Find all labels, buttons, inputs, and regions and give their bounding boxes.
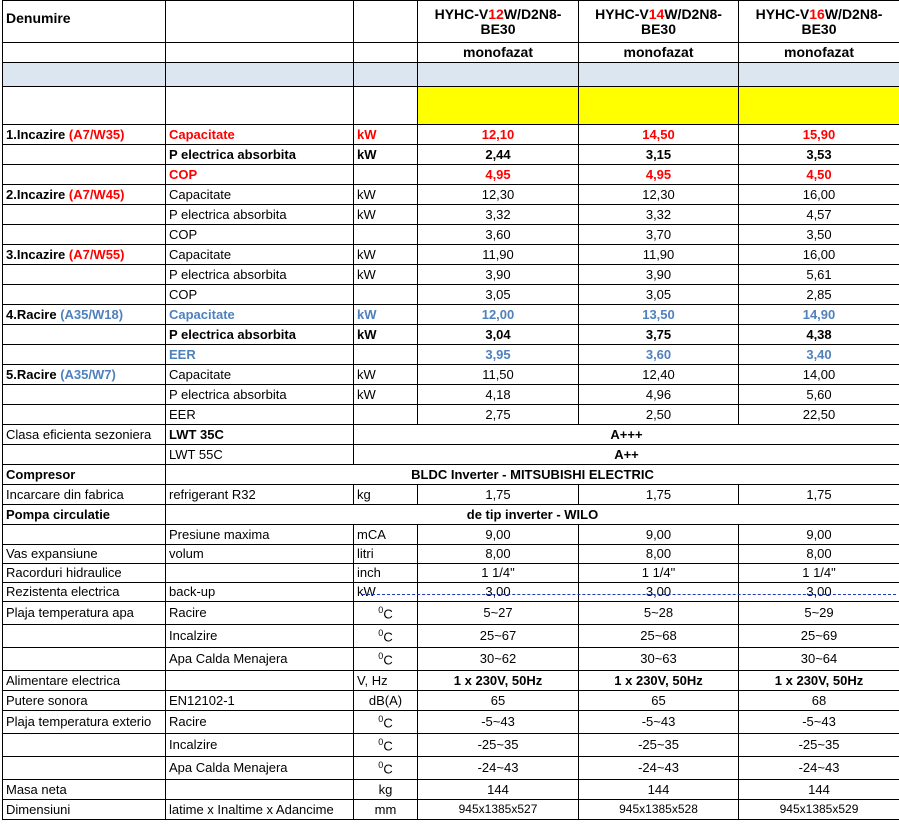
section-label: Racorduri hidraulice [3, 564, 166, 583]
param-cell: volum [166, 545, 354, 564]
unit-cell: kW [354, 385, 418, 405]
value-cell: 1 1/4" [739, 564, 899, 583]
section-label: Clasa eficienta sezoniera [3, 425, 166, 445]
phase-row [3, 43, 899, 63]
unit-cell: kW [354, 145, 418, 165]
table-row [3, 465, 899, 485]
value-cell: 144 [418, 780, 579, 800]
value-cell: -24~43 [418, 757, 579, 780]
section-label: Masa neta [3, 780, 166, 800]
value-cell: 14,00 [739, 365, 899, 385]
value-cell: 3,32 [418, 205, 579, 225]
table-row [3, 245, 899, 265]
value-cell: 144 [579, 780, 739, 800]
param-cell: Capacitate [166, 125, 354, 145]
value-cell: 14,90 [739, 305, 899, 325]
unit-cell: $^0$C [354, 711, 418, 734]
value-cell: 65 [579, 691, 739, 711]
value-cell: 3,32 [579, 205, 739, 225]
value-cell: 3,00 [418, 583, 579, 602]
param-cell: Capacitate [166, 185, 354, 205]
value-cell: 945x1385x529 [739, 800, 899, 820]
table-row [3, 583, 899, 602]
value-cell: -5~43 [579, 711, 739, 734]
value-cell: 16,00 [739, 245, 899, 265]
value-cell: 9,00 [579, 525, 739, 545]
param-cell: Presiune maxima [166, 525, 354, 545]
unit-cell: kW [354, 265, 418, 285]
value-cell: 3,60 [418, 225, 579, 245]
value-cell: 22,50 [739, 405, 899, 425]
model-name-14: HYHC-V14W/D2N8- BE30 [579, 1, 739, 43]
value-cell: 4,50 [739, 165, 899, 185]
value-cell: 3,70 [579, 225, 739, 245]
section-label: Plaja temperatura apa [3, 602, 166, 625]
highlight-cell [418, 87, 579, 125]
value-cell: 8,00 [579, 545, 739, 564]
value-cell: 4,95 [579, 165, 739, 185]
value-cell: 12,10 [418, 125, 579, 145]
unit-cell [354, 225, 418, 245]
value-cell: 2,85 [739, 285, 899, 305]
param-cell: Apa Calda Menajera [166, 648, 354, 671]
table-row [3, 602, 899, 625]
table-row [3, 285, 899, 305]
table-row [3, 734, 899, 757]
param-cell: P electrica absorbita [166, 325, 354, 345]
value-cell: 144 [739, 780, 899, 800]
value-cell: 12,30 [418, 185, 579, 205]
unit-cell [354, 285, 418, 305]
unit-cell: kg [354, 780, 418, 800]
section-label: 1.Incazire (A7/W35) [3, 125, 166, 145]
value-cell: 1,75 [418, 485, 579, 505]
param-cell: Apa Calda Menajera [166, 757, 354, 780]
phase-cell: monofazat [579, 43, 739, 63]
value-cell: 3,00 [579, 583, 739, 602]
table-row [3, 485, 899, 505]
table-row [3, 648, 899, 671]
value-cell: 3,04 [418, 325, 579, 345]
table-row [3, 671, 899, 691]
param-cell: LWT 55C [166, 445, 354, 465]
value-cell: 1 x 230V, 50Hz [418, 671, 579, 691]
value-cell: 1,75 [579, 485, 739, 505]
param-cell: latime x Inaltime x Adancime [166, 800, 354, 820]
value-cell: 3,95 [418, 345, 579, 365]
value-cell: -25~35 [579, 734, 739, 757]
value-cell: 12,40 [579, 365, 739, 385]
unit-cell: $^0$C [354, 757, 418, 780]
table-row [3, 385, 899, 405]
value-cell: 3,15 [579, 145, 739, 165]
value-cell: 4,95 [418, 165, 579, 185]
value-cell: 5~28 [579, 602, 739, 625]
table-row [3, 205, 899, 225]
value-cell: 3,75 [579, 325, 739, 345]
param-cell: P electrica absorbita [166, 205, 354, 225]
table-row [3, 780, 899, 800]
value-cell: 12,30 [579, 185, 739, 205]
value-cell: 68 [739, 691, 899, 711]
value-cell: A+++ [354, 425, 899, 445]
highlight-cell [739, 87, 899, 125]
yellow-row [3, 87, 899, 125]
value-cell: de tip inverter - WILO [166, 505, 899, 525]
param-cell: COP [166, 165, 354, 185]
value-cell: BLDC Inverter - MITSUBISHI ELECTRIC [166, 465, 899, 485]
unit-cell [354, 345, 418, 365]
table-row [3, 165, 899, 185]
table-row [3, 265, 899, 285]
value-cell: 3,60 [579, 345, 739, 365]
section-label: 2.Incazire (A7/W45) [3, 185, 166, 205]
value-cell: 30~63 [579, 648, 739, 671]
param-cell: COP [166, 225, 354, 245]
value-cell: 9,00 [418, 525, 579, 545]
model-name-12: HYHC-V12W/D2N8- BE30 [418, 1, 579, 43]
unit-cell: kg [354, 485, 418, 505]
value-cell: 3,90 [579, 265, 739, 285]
unit-cell: kW [354, 583, 418, 602]
value-cell: 1,75 [739, 485, 899, 505]
value-cell: 2,44 [418, 145, 579, 165]
blue-band-row [3, 63, 899, 87]
section-label: 4.Racire (A35/W18) [3, 305, 166, 325]
header-title: Denumire [3, 1, 166, 43]
value-cell: 3,40 [739, 345, 899, 365]
highlight-cell [579, 87, 739, 125]
value-cell: 1 1/4" [579, 564, 739, 583]
page-break-line [362, 594, 896, 595]
value-cell: 3,53 [739, 145, 899, 165]
param-cell: back-up [166, 583, 354, 602]
unit-cell: $^0$C [354, 734, 418, 757]
value-cell: 3,90 [418, 265, 579, 285]
section-label: Vas expansiune [3, 545, 166, 564]
value-cell: 4,38 [739, 325, 899, 345]
value-cell: 945x1385x527 [418, 800, 579, 820]
section-label: Incarcare din fabrica [3, 485, 166, 505]
value-cell: 11,90 [418, 245, 579, 265]
table-row [3, 445, 899, 465]
table-row [3, 691, 899, 711]
value-cell: 1 x 230V, 50Hz [579, 671, 739, 691]
value-cell: 12,00 [418, 305, 579, 325]
unit-cell: kW [354, 325, 418, 345]
table-row [3, 305, 899, 325]
value-cell: 8,00 [739, 545, 899, 564]
param-cell: Racire [166, 711, 354, 734]
unit-cell [354, 165, 418, 185]
value-cell: 3,00 [739, 583, 899, 602]
param-cell: LWT 35C [166, 425, 354, 445]
param-cell: refrigerant R32 [166, 485, 354, 505]
value-cell: 15,90 [739, 125, 899, 145]
value-cell: 16,00 [739, 185, 899, 205]
value-cell: 3,05 [579, 285, 739, 305]
section-label: Dimensiuni [3, 800, 166, 820]
param-cell: EER [166, 405, 354, 425]
value-cell: 1 1/4" [418, 564, 579, 583]
unit-cell: inch [354, 564, 418, 583]
value-cell: 30~62 [418, 648, 579, 671]
value-cell: -24~43 [739, 757, 899, 780]
value-cell: 2,75 [418, 405, 579, 425]
param-cell: Capacitate [166, 365, 354, 385]
param-cell: COP [166, 285, 354, 305]
value-cell: 1 x 230V, 50Hz [739, 671, 899, 691]
param-cell: Racire [166, 602, 354, 625]
value-cell: 11,90 [579, 245, 739, 265]
value-cell: -5~43 [739, 711, 899, 734]
param-cell: Incalzire [166, 625, 354, 648]
value-cell: 13,50 [579, 305, 739, 325]
unit-cell: $^0$C [354, 625, 418, 648]
model-name-16: HYHC-V16W/D2N8- BE30 [739, 1, 899, 43]
value-cell: 14,50 [579, 125, 739, 145]
value-cell: 3,50 [739, 225, 899, 245]
table-row [3, 545, 899, 564]
section-label: 3.Incazire (A7/W55) [3, 245, 166, 265]
value-cell: 65 [418, 691, 579, 711]
param-cell: Capacitate [166, 305, 354, 325]
table-row [3, 625, 899, 648]
table-row [3, 711, 899, 734]
table-row [3, 185, 899, 205]
param-cell: Incalzire [166, 734, 354, 757]
table-row [3, 365, 899, 385]
value-cell: 4,96 [579, 385, 739, 405]
value-cell: 5,61 [739, 265, 899, 285]
table-row [3, 225, 899, 245]
value-cell: 945x1385x528 [579, 800, 739, 820]
param-cell: P electrica absorbita [166, 265, 354, 285]
value-cell: 11,50 [418, 365, 579, 385]
table-row [3, 345, 899, 365]
table-row [3, 525, 899, 545]
header-row [3, 1, 899, 43]
value-cell: 30~64 [739, 648, 899, 671]
section-label: Pompa circulatie [3, 505, 166, 525]
table-row [3, 145, 899, 165]
value-cell: 25~67 [418, 625, 579, 648]
value-cell: 4,57 [739, 205, 899, 225]
unit-cell: dB(A) [354, 691, 418, 711]
unit-cell: kW [354, 205, 418, 225]
unit-cell: V, Hz [354, 671, 418, 691]
unit-cell: kW [354, 305, 418, 325]
value-cell: 25~68 [579, 625, 739, 648]
value-cell: 2,50 [579, 405, 739, 425]
unit-cell: kW [354, 125, 418, 145]
value-cell: -24~43 [579, 757, 739, 780]
section-label: 5.Racire (A35/W7) [3, 365, 166, 385]
section-label: Compresor [3, 465, 166, 485]
unit-cell: mm [354, 800, 418, 820]
table-row [3, 425, 899, 445]
section-label: Rezistenta electrica [3, 583, 166, 602]
value-cell: -5~43 [418, 711, 579, 734]
unit-cell: mCA [354, 525, 418, 545]
table-row [3, 505, 899, 525]
unit-cell: $^0$C [354, 648, 418, 671]
param-cell: EER [166, 345, 354, 365]
value-cell: 3,05 [418, 285, 579, 305]
value-cell: 8,00 [418, 545, 579, 564]
value-cell: 5~29 [739, 602, 899, 625]
spec-table [2, 0, 899, 820]
section-label: Plaja temperatura exterio [3, 711, 166, 734]
phase-cell: monofazat [739, 43, 899, 63]
unit-cell: kW [354, 185, 418, 205]
value-cell: A++ [354, 445, 899, 465]
unit-cell: kW [354, 365, 418, 385]
table-row [3, 125, 899, 145]
unit-cell: kW [354, 245, 418, 265]
table-row [3, 800, 899, 820]
value-cell: 25~69 [739, 625, 899, 648]
value-cell: 5,60 [739, 385, 899, 405]
table-row [3, 405, 899, 425]
section-label: Alimentare electrica [3, 671, 166, 691]
value-cell: -25~35 [418, 734, 579, 757]
param-cell: EN12102-1 [166, 691, 354, 711]
unit-cell: $^0$C [354, 602, 418, 625]
param-cell: P electrica absorbita [166, 385, 354, 405]
value-cell: 4,18 [418, 385, 579, 405]
unit-cell [354, 405, 418, 425]
param-cell: P electrica absorbita [166, 145, 354, 165]
param-cell: Capacitate [166, 245, 354, 265]
value-cell: -25~35 [739, 734, 899, 757]
table-row [3, 757, 899, 780]
value-cell: 5~27 [418, 602, 579, 625]
value-cell: 9,00 [739, 525, 899, 545]
phase-cell: monofazat [418, 43, 579, 63]
table-row [3, 325, 899, 345]
unit-cell: litri [354, 545, 418, 564]
table-row [3, 564, 899, 583]
section-label: Putere sonora [3, 691, 166, 711]
